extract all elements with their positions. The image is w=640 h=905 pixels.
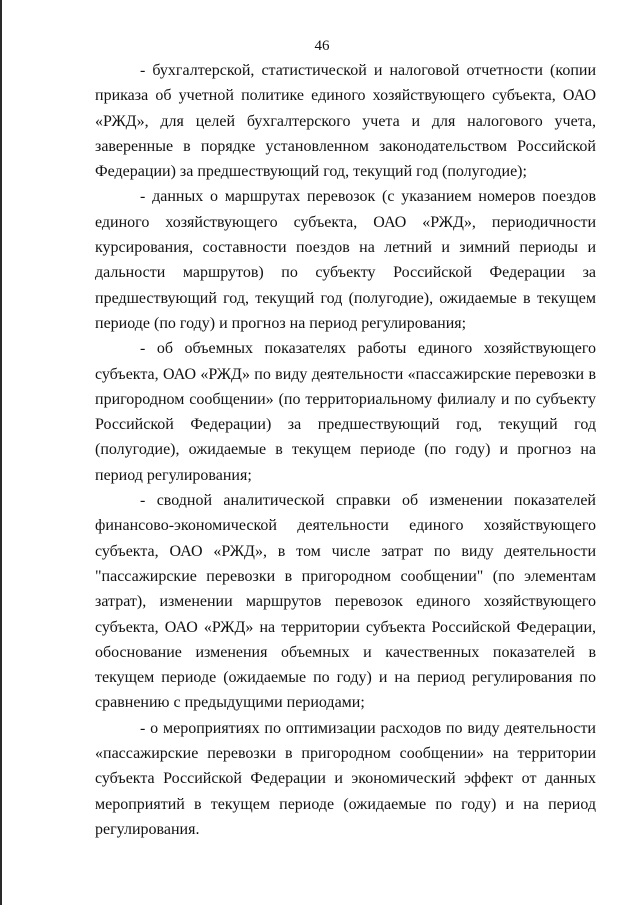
paragraph-cost-optimization: - о мероприятиях по оптимизации расходов по виду деятельности «пассажирские перевозки в пригородном сообщении» на территории субъекта Российской Федерации и экономический эффект от данных мероприятий в текущем периоде (ожидаемые по году) и на период регулирования. [95, 719, 596, 838]
paragraph-analytical-report: - сводной аналитической справки об изменении показателей финансово-экономической деятельности единого хозяйствующего субъекта, ОАО «РЖД», в том числе затрат по виду деятельности "пассажирские перевозки в пригородном сообщении" (по элементам затрат), изменении маршрутов перевозок единого хозяйствующего субъекта, ОАО «РЖД» на территории субъекта Российской Федерации, обоснование изменения объемных и качественных показателей в текущем периоде (ожидаемые по году) и на период регулирования по сравнению с предыдущими периодами; [95, 492, 596, 712]
paragraph-route-data: - данных о маршрутах перевозок (с указанием номеров поездов единого хозяйствующего субъекта, ОАО «РЖД», периодичности курсирования, составности поездов на летний и зимний периоды и дальности маршрутов) по субъекту Российской Федерации за предшествующий год, текущий год (полугодие), ожидаемые в текущем периоде (по году) и прогноз на период регулирования; [95, 188, 596, 332]
paragraph-volume-indicators: - об объемных показателях работы единого хозяйствующего субъекта, ОАО «РЖД» по виду деятельности «пассажирские перевозки в пригородном сообщении» (по территориальному филиалу и по субъекту Российской Федерации) за предшествующий год, текущий год (полугодие), ожидаемые в текущем периоде (по году) и прогноз на период регулирования; [95, 340, 596, 484]
paragraph-accounting-reports: - бухгалтерской, статистической и налоговой отчетности (копии приказа об учетной политике единого хозяйствующего субъекта, ОАО «РЖД», для целей бухгалтерского учета и для налогового учета, заверенные в порядке установленном законодательством Российской Федерации) за предшествующий год, текущий год (полугодие); [95, 62, 596, 181]
page-number: 46 [314, 38, 330, 54]
document-body [95, 58, 596, 842]
